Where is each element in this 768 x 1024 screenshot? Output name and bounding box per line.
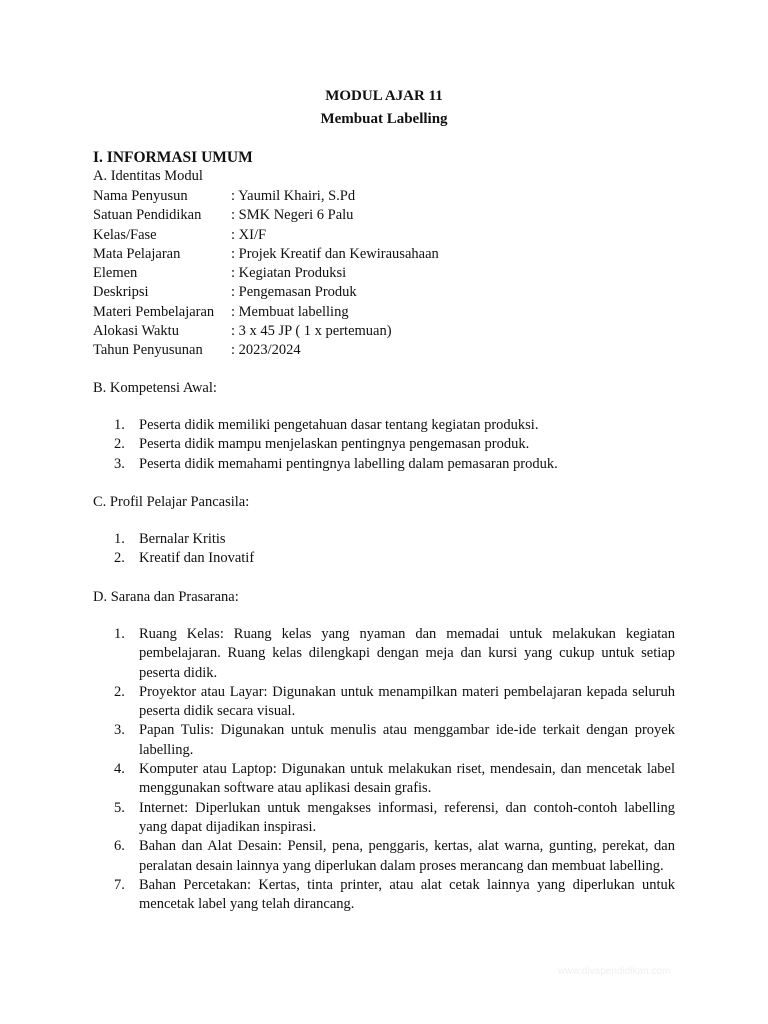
identity-row: [93, 206, 439, 225]
subheading-sarana-prasarana: D. Sarana dan Prasarana:: [93, 589, 239, 605]
list-text: Bahan Percetakan: Kertas, tinta printer, atau alat cetak lainnya yang diperlukan untuk mencetak label yang telah dirancang.: [139, 876, 675, 913]
list-text: Ruang Kelas: Ruang kelas yang nyaman dan memadai untuk melakukan kegiatan pembelajaran. Ruang kelas dilengkapi dengan meja dan kursi yang cukup untuk setiap peserta didik.: [139, 626, 675, 681]
identity-label: Mata Pelajaran: [93, 245, 181, 262]
identity-value: : Pengemasan Produk: [231, 284, 357, 301]
identity-label: Materi Pembelajaran: [93, 303, 215, 320]
identity-row: [93, 341, 439, 360]
list-text: Kreatif dan Inovatif: [139, 550, 255, 567]
list-item: [114, 455, 675, 474]
list-text: Bahan dan Alat Desain: Pensil, pena, penggaris, kertas, alat warna, gunting, perekat, dan peralatan desain lainnya yang diperlukan dalam proses merancang dan membuat labelling.: [139, 838, 675, 874]
identity-value: : Membuat labelling: [231, 303, 349, 320]
list-text: Komputer atau Laptop: Digunakan untuk melakukan riset, mendesain, dan mencetak label menggunakan software atau aplikasi desain grafis.: [139, 761, 675, 797]
identity-label: Elemen: [93, 265, 138, 282]
identity-row: [93, 283, 439, 302]
list-text: Peserta didik memiliki pengetahuan dasar tentang kegiatan produksi.: [139, 417, 539, 433]
list-text: Papan Tulis: Digunakan untuk menulis atau menggambar ide-ide terkait dengan proyek labelling.: [139, 722, 675, 758]
identity-value: : Kegiatan Produksi: [231, 265, 347, 282]
subheading-profil-pelajar: C. Profil Pelajar Pancasila:: [93, 494, 250, 510]
list-text: Peserta didik memahami pentingnya labelling dalam pemasaran produk.: [139, 455, 558, 472]
subheading-kompetensi-awal: B. Kompetensi Awal:: [93, 380, 217, 396]
list-text: Proyektor atau Layar: Digunakan untuk menampilkan materi pembelajaran kepada seluruh peserta didik secara visual.: [139, 683, 675, 720]
list-item: [114, 416, 675, 435]
list-item: [114, 876, 675, 915]
identity-row: [93, 245, 439, 264]
list-number: 5.: [114, 799, 125, 816]
identity-row: [93, 187, 439, 206]
identity-value: : 2023/2024: [231, 342, 301, 359]
list-item: [114, 721, 675, 760]
list-text: Internet: Diperlukan untuk mengakses informasi, referensi, dan contoh-contoh labelling yang dapat dijadikan inspirasi.: [139, 799, 675, 835]
list-number: 3.: [114, 722, 125, 739]
sarana-list: [114, 625, 675, 914]
watermark: www.divapendidikan.com: [558, 966, 671, 977]
list-number: 2.: [114, 550, 125, 567]
list-number: 4.: [114, 761, 125, 778]
list-item: [114, 435, 675, 454]
list-item: [114, 625, 675, 683]
identity-row: [93, 322, 439, 341]
identity-label: Alokasi Waktu: [93, 323, 179, 340]
subheading-identitas-modul: A. Identitas Modul: [93, 168, 203, 184]
list-number: 7.: [114, 876, 125, 893]
list-text: Bernalar Kritis: [139, 531, 226, 547]
list-number: 1.: [114, 531, 125, 547]
list-item: [114, 760, 675, 799]
list-number: 6.: [114, 838, 125, 855]
list-item: [114, 549, 675, 568]
list-number: 3.: [114, 455, 125, 472]
identity-row: [93, 303, 439, 322]
identity-table: [93, 187, 439, 361]
identity-value: : Yaumil Khairi, S.Pd: [231, 188, 356, 204]
identity-label: Tahun Penyusunan: [93, 342, 203, 359]
identity-label: Kelas/Fase: [93, 226, 157, 243]
identity-label: Deskripsi: [93, 284, 149, 301]
list-number: 2.: [114, 683, 125, 700]
identity-value: : 3 x 45 JP ( 1 x pertemuan): [231, 323, 392, 340]
list-item: [114, 530, 675, 549]
module-subtitle: Membuat Labelling: [320, 111, 448, 127]
identity-value: : Projek Kreatif dan Kewirausahaan: [231, 245, 439, 262]
list-item: [114, 837, 675, 876]
identity-value: : SMK Negeri 6 Palu: [231, 207, 354, 224]
list-item: [114, 683, 675, 722]
kompetensi-list: [114, 416, 675, 474]
identity-row: [93, 226, 439, 245]
identity-value: : XI/F: [231, 226, 267, 243]
list-number: 1.: [114, 417, 125, 433]
list-number: 2.: [114, 436, 125, 453]
identity-row: [93, 264, 439, 283]
list-item: [114, 799, 675, 838]
profil-list: [114, 530, 675, 569]
list-number: 1.: [114, 626, 125, 642]
module-title: MODUL AJAR 11: [325, 88, 443, 104]
section-heading-informasi-umum: I. INFORMASI UMUM: [93, 149, 253, 166]
identity-label: Satuan Pendidikan: [93, 207, 202, 224]
identity-label: Nama Penyusun: [93, 188, 188, 204]
list-text: Peserta didik mampu menjelaskan pentingnya pengemasan produk.: [139, 436, 530, 453]
